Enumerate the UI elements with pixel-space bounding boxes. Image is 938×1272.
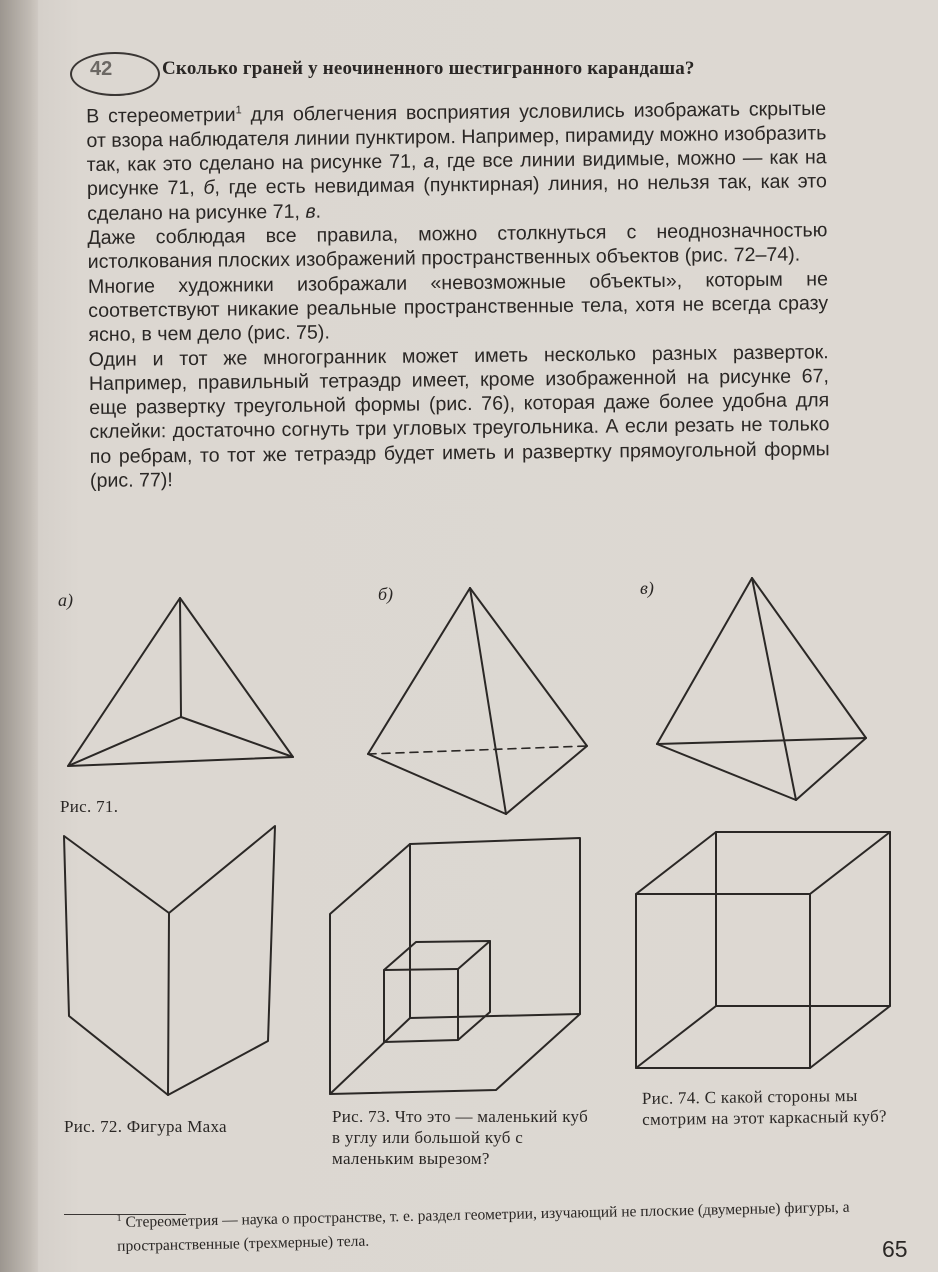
- figure-71v-pyramid: [657, 578, 866, 800]
- figure-73-cube-corner: [330, 838, 580, 1094]
- paragraph-4: Один и тот же многогранник может иметь несколько разных разверток. Например, правильный тетраэдр имеет, кроме изображенной на рисунке 67, еще развертку треугольной формы (рис. 76), которая даже более удобна для склейки: достаточно согнуть три угловых треугольника. А если резать не только по ребрам, то тот же тетраэдр будет иметь и развертку прямоугольной формы (рис. 77)!: [88, 340, 830, 492]
- figure-74-wireframe-cube: [636, 832, 890, 1068]
- figure-71a-label: а): [58, 590, 73, 610]
- caption-fig-72: Рис. 72. Фигура Маха: [64, 1117, 227, 1136]
- footnote-text: Стереометрия — наука о пространстве, т. е. раздел геометрии, изучающий не плоские (двумерные) фигуры, а пространственные (трехмерные) тела.: [117, 1198, 850, 1256]
- paragraph-2: Даже соблюдая все правила, можно столкнуться с неоднозначностью истолкования плоских изображений пространственных объектов (рис. 72–74).: [87, 219, 828, 274]
- figure-71v-label: в): [640, 578, 654, 598]
- problem-number: 42: [90, 58, 113, 80]
- paragraph-1: В стереометрии$^1$ для облегчения восприятия условились изображать скрытые от взора наблюдателя линии пунктиром. Например, пирамиду можно изобразить так, как это сделано на рисунке 71, а, где все линии видимые, можно — как на рисунке 71, б, где есть невидимая (пунктирная) линия, но нельзя так, как это сделано на рисунке 71, в.: [86, 97, 828, 225]
- figure-72-mach: [64, 826, 275, 1095]
- caption-fig-71: Рис. 71.: [60, 797, 119, 816]
- footnote-marker: 1: [116, 1212, 122, 1224]
- caption-fig-73: Рис. 73. Что это — маленький куб в углу или большой куб с маленьким вырезом?: [332, 1107, 589, 1168]
- paragraph-3: Многие художники изображали «невозможные объекты», которым не соответствуют никакие реальные пространственные тела, хотя не всегда сразу ясно, в чем дело (рис. 75).: [87, 267, 829, 347]
- page-number: 65: [882, 1236, 908, 1262]
- figure-71b-label: б): [378, 584, 394, 604]
- figure-71b-pyramid: [368, 588, 587, 814]
- figure-71a-pyramid: [68, 598, 293, 766]
- footnote-ref: 1: [235, 104, 242, 117]
- caption-fig-74: Рис. 74. С какой стороны мы смотрим на этот каркасный куб?: [641, 1085, 887, 1129]
- problem-title: Сколько граней у неочиненного шестигранного карандаша?: [162, 58, 695, 79]
